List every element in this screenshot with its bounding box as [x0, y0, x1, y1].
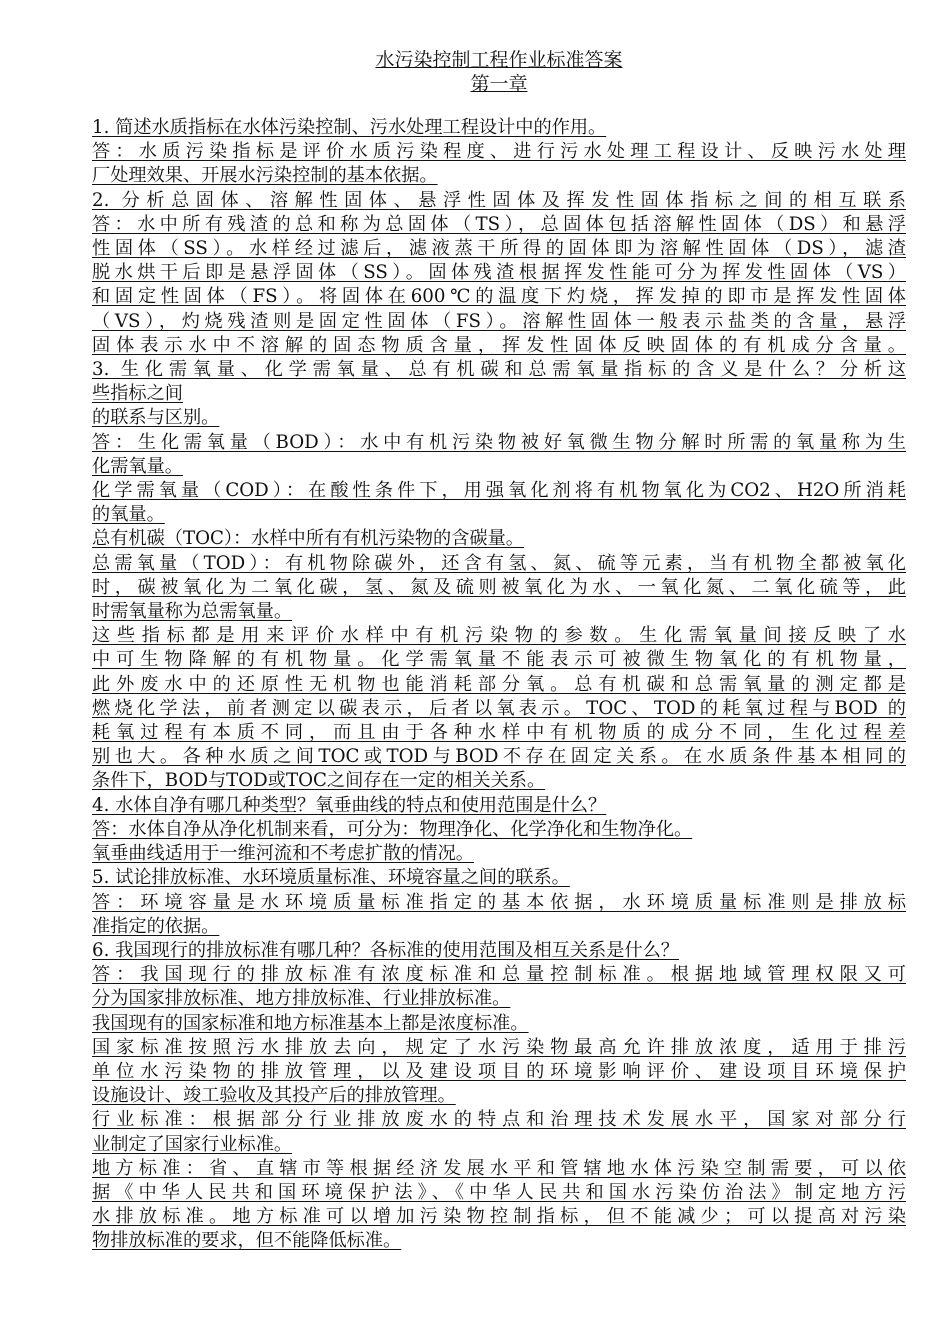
chapter-heading: 第一章 — [470, 73, 528, 95]
text-line-content: 5. 试论排放标准、水环境质量标准、环境容量之间的联系。 — [92, 867, 570, 889]
text-line — [92, 624, 906, 648]
text-line-content: 些指标之间 — [92, 383, 183, 405]
text-line-content: 燃烧化学法，前者测定以碳表示，后者以氧表示。TOC、TOD的耗氧过程与BOD 的 — [92, 697, 906, 719]
text-line — [92, 334, 906, 358]
text-line — [92, 915, 906, 939]
text-line-content: 这些指标都是用来评价水样中有机污染物的参数。生化需氧量间接反映了水 — [92, 625, 906, 647]
text-line — [92, 697, 906, 721]
text-line — [92, 1084, 906, 1108]
text-line — [92, 1012, 906, 1036]
text-line — [92, 552, 906, 576]
text-line-content: 氧垂曲线适用于一维河流和不考虑扩散的情况。 — [92, 843, 474, 865]
text-line — [92, 987, 906, 1011]
text-line-content: 别也大。各种水质之间TOC或TOD与BOD不存在固定关系。在水质条件基本相同的 — [92, 746, 906, 768]
text-line-content: 的氧量。 — [92, 504, 165, 526]
text-line — [92, 189, 906, 213]
text-line — [92, 1060, 906, 1084]
text-line-content: 答：水中所有残渣的总和称为总固体（TS），总固体包括溶解性固体（DS）和悬浮 — [92, 213, 906, 235]
text-line-content: 设施设计、竣工验收及其投产后的排放管理。 — [92, 1085, 456, 1107]
text-line — [92, 479, 906, 503]
text-line-content: 时需氧量称为总需氧量。 — [92, 601, 293, 623]
text-line-content: 我国现有的国家标准和地方标准基本上都是浓度标准。 — [92, 1012, 529, 1034]
text-line-content: 时，碳被氧化为二氧化碳，氢、氮及硫则被氧化为水、一氧化氮、二氧化硫等，此 — [92, 576, 906, 598]
text-line-content: 答：环境容量是水环境质量标准指定的基本依据，水环境质量标准则是排放标 — [92, 891, 906, 913]
text-line — [92, 1036, 906, 1060]
text-line-content: 答：我国现行的排放标准有浓度标准和总量控制标准。根据地域管理权限又可 — [92, 964, 906, 986]
text-line-content: 答：水质污染指标是评价水质污染程度、进行污水处理工程设计、反映污水处理 — [92, 141, 906, 163]
document-title: 水污染控制工程作业标准答案 — [375, 49, 623, 71]
text-line-content: 6. 我国现行的排放标准有哪几种？各标准的使用范围及相互关系是什么？ — [92, 939, 679, 961]
text-line-content: 中可生物降解的有机物量。化学需氧量不能表示可被微生物氧化的有机物量， — [92, 649, 906, 671]
text-line — [92, 745, 906, 769]
text-line-content: 的联系与区别。 — [92, 407, 220, 429]
text-line — [92, 1229, 906, 1253]
text-line-content: 业制定了国家行业标准。 — [92, 1133, 293, 1155]
text-line-content: 地方标准：省、直辖市等根据经济发展水平和管辖地水体污染空制需要，可以依 — [92, 1157, 906, 1179]
text-line — [92, 1205, 906, 1229]
text-line-content: 4. 水体自净有哪几种类型？氧垂曲线的特点和使用范围是什么？ — [92, 794, 607, 816]
text-line — [92, 1133, 906, 1157]
text-line — [92, 794, 906, 818]
text-line — [92, 164, 906, 188]
text-line — [92, 721, 906, 745]
text-line-content: 国家标准按照污水排放去向，规定了水污染物最高允许排放浓度，适用于排污 — [92, 1036, 906, 1058]
text-line-content: 总需氧量（TOD）：有机物除碳外，还含有氢、氮、硫等元素，当有机物全都被氧化 — [92, 552, 906, 574]
text-line-content: 物排放标准的要求，但不能降低标准。 — [92, 1230, 402, 1252]
text-line — [92, 769, 906, 793]
text-line — [92, 116, 906, 140]
text-line-content: 脱水烘干后即是悬浮固体（SS）。固体残渣根据挥发性能可分为挥发性固体（VS） — [92, 262, 906, 284]
text-line — [92, 600, 906, 624]
text-line — [92, 237, 906, 261]
text-line — [92, 382, 906, 406]
text-line — [92, 406, 906, 430]
text-line — [92, 842, 906, 866]
text-line — [92, 527, 906, 551]
text-line-content: 单位水污染物的排放管理，以及建设项目的环境影响评价、建设项目环境保护 — [92, 1060, 906, 1082]
text-line — [92, 431, 906, 455]
text-line-content: 和固定性固体（FS）。将固体在600℃的温度下灼烧，挥发掉的即市是挥发性固体 — [92, 286, 906, 308]
text-line — [92, 576, 906, 600]
text-line-content: 答：生化需氧量（BOD）：水中有机污染物被好氧微生物分解时所需的氧量称为生 — [92, 431, 906, 453]
text-line-content: 准指定的依据。 — [92, 915, 220, 937]
text-line — [92, 213, 906, 237]
text-line-content: 性固体（SS）。水样经过滤后，滤液蒸干所得的固体即为溶解性固体（DS），滤渣 — [92, 238, 906, 260]
text-line — [92, 261, 906, 285]
text-line — [92, 963, 906, 987]
text-line-content: 1. 简述水质指标在水体污染控制、污水处理工程设计中的作用。 — [92, 117, 607, 138]
text-line-content: 据《中华人民共和国环境保护法》、《中华人民共和国水污染仿治法》制定地方污 — [92, 1181, 906, 1203]
text-line-content: 总有机碳（TOC）：水样中所有有机污染物的含碳量。 — [92, 528, 524, 550]
text-line — [92, 673, 906, 697]
text-line — [92, 358, 906, 382]
text-line — [92, 503, 906, 527]
text-line — [92, 648, 906, 672]
text-line — [92, 285, 906, 309]
text-line — [92, 818, 906, 842]
text-line — [92, 1181, 906, 1205]
text-line-content: 2. 分析总固体、溶解性固体、悬浮性固体及挥发性固体指标之间的相互联系 — [92, 189, 906, 211]
text-line-content: 行业标准：根据部分行业排放废水的特点和治理技术发展水平，国家对部分行 — [92, 1109, 906, 1131]
text-line-content: 答：水体自净从净化机制来看，可分为：物理净化、化学净化和生物净化。 — [92, 818, 693, 840]
text-line — [92, 939, 906, 963]
text-line-content: 厂处理效果、开展水污染控制的基本依据。 — [92, 165, 438, 187]
text-line-content: 此外废水中的还原性无机物也能消耗部分氧。总有机碳和总需氧量的测定都是 — [92, 673, 906, 695]
text-line-content: 化需氧量。 — [92, 455, 183, 477]
text-line-content: （VS），灼烧残渣则是固定性固体（FS）。溶解性固体一般表示盐类的含量，悬浮 — [92, 310, 906, 332]
text-line-content: 水排放标准。地方标准可以增加污染物控制指标，但不能减少；可以提高对污染 — [92, 1206, 906, 1228]
document-body — [92, 116, 906, 1254]
text-line — [92, 455, 906, 479]
text-line — [92, 891, 906, 915]
text-line-content: 3. 生化需氧量、化学需氧量、总有机碳和总需氧量指标的含义是什么？分析这 — [92, 359, 906, 381]
text-line-content: 耗氧过程有本质不同，而且由于各种水样中有机物质的成分不同，生化过程差 — [92, 722, 906, 744]
text-line-content: 分为国家排放标准、地方排放标准、行业排放标准。 — [92, 988, 511, 1010]
text-line — [92, 140, 906, 164]
text-line-content: 化学需氧量（COD）：在酸性条件下，用强氧化剂将有机物氧化为CO2、H2O所消耗 — [92, 480, 906, 502]
text-line — [92, 1108, 906, 1132]
text-line — [92, 310, 906, 334]
text-line — [92, 866, 906, 890]
text-line-content: 固体表示水中不溶解的固态物质含量，挥发性固体反映固体的有机成分含量。 — [92, 334, 906, 356]
text-line — [92, 1157, 906, 1181]
text-line-content: 条件下，BOD与TOD或TOC之间存在一定的相关关系。 — [92, 770, 546, 792]
